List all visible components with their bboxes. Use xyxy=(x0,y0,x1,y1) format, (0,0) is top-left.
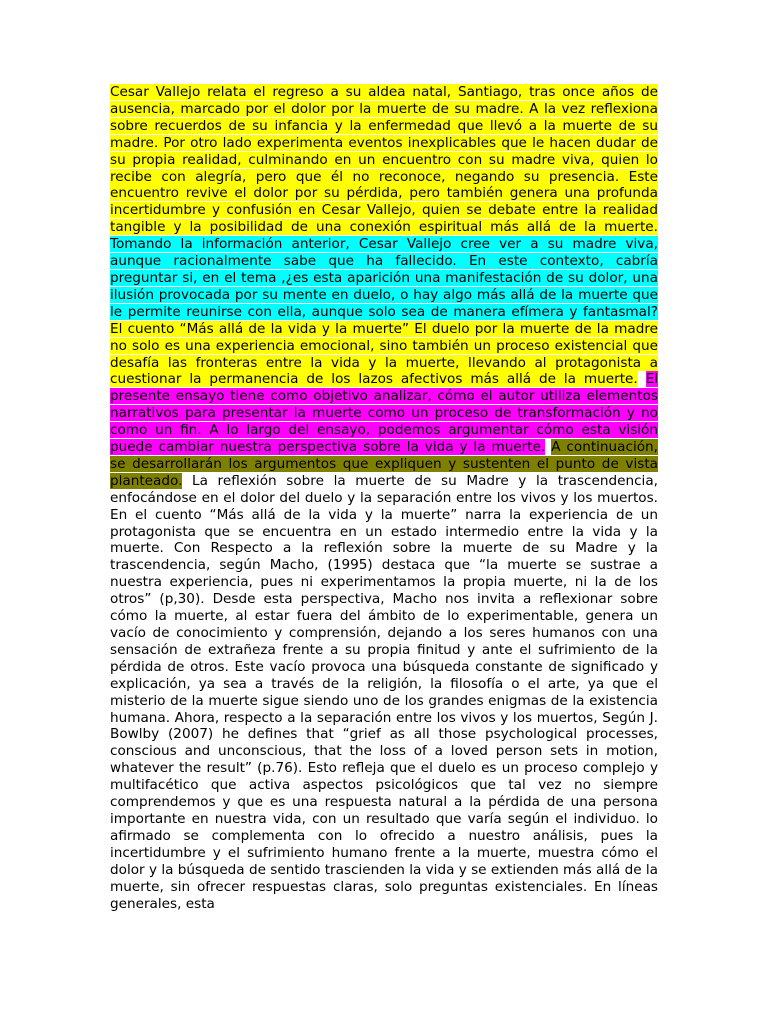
spacer-text xyxy=(638,371,646,387)
summary-highlight: Cesar Vallejo relata el regreso a su aldea natal, Santiago, tras once años de ausencia, marcado por el dolor por la muerte de su madre. A la vez reflexiona sobre recuerdos de su infancia y la enfermedad que llevó a la muerte de su madre. Por otro lado experimenta eventos inexplicables que le hacen dudar de su propia realidad, culminando en un encuentro con su madre viva, quien lo recibe con alegría, pero que él no reconoce, negando su presencia. Este encuentro revive el dolor por su pérdida, pero también genera una profunda incertidumbre y confusión en Cesar Vallejo, quien se debate entre la realidad tangible y la posibilidad de una conexión espiritual más allá de la muerte. xyxy=(110,84,658,236)
objective-highlight: El presente ensayo tiene como objetivo analizar, cómo el autor utiliza elementos narrativos para presentar la muerte como un proceso de transformación y no como un fin. A lo largo del ensayo, podemos argumentar cómo esta visión puede cambiar nuestra perspectiva sobre la vida y la muerte. xyxy=(110,371,658,456)
essay-paragraph xyxy=(110,84,658,912)
thesis-highlight: El cuento “Más allá de la vida y la muerte” El duelo por la muerte de la madre no solo es una experiencia emocional, sino también un proceso existencial que desafía las fronteras entre la vida y la muerte, llevando al protagonista a cuestionar la permanencia de los lazos afectivos más allá de la muerte. xyxy=(110,320,658,388)
body-text: La reflexión sobre la muerte de su Madre y la trascendencia, enfocándose en el dolor del duelo y la separación entre los vivos y los muertos. En el cuento “Más allá de la vida y la muerte” narra la experiencia de un protagonista que se encuentra en un estado intermedio entre la vida y la muerte. Con Respecto a la reflexión sobre la muerte de su Madre y la trascendencia, según Macho, (1995) destaca que “la muerte se sustrae a nuestra experiencia, pues ni experimentamos la propia muerte, ni la de los otros” (p,30). Desde esta perspectiva, Macho nos invita a reflexionar sobre cómo la muerte, al estar fuera del ámbito de lo experimentable, genera un vacío de conocimiento y comprensión, dejando a los seres humanos con una sensación de extrañeza frente a su propia finitud y ante el sufrimiento de la pérdida de otros. Este vacío provoca una búsqueda constante de significado y explicación, ya sea a través de la religión, la filosofía o el arte, ya que el misterio de la muerte sigue siendo uno de los grandes enigmas de la existencia humana. Ahora, respecto a la separación entre los vivos y los muertos, Según J. Bowlby (2007) he defines that “grief as all those psychological processes, conscious and unconscious, that the loss of a loved person sets in motion, whatever the result” (p.76). Esto refleja que el duelo es un proceso complejo y multifacético que activa aspectos psicológicos que tal vez no siempre comprendemos y que es una respuesta natural a la pérdida de una persona importante en nuestra vida, con un resultado que varía según el individuo. lo afirmado se complementa con lo ofrecido a nuestro análisis, pues la incertidumbre y el sufrimiento humano frente a la muerte, muestra cómo el dolor y la búsqueda de sentido trascienden la vida y se extienden más allá de la muerte, sin ofrecer respuestas claras, solo preguntas existenciales. En líneas generales, esta xyxy=(110,472,658,912)
transition-highlight: A continuación, se desarrollarán los argumentos que expliquen y sustenten el punto de vista planteado. xyxy=(110,439,658,489)
question-highlight: Tomando la información anterior, Cesar Vallejo cree ver a su madre viva, aunque racionalmente sabe que ha fallecido. En este contexto, cabría preguntar si, en el tema ,¿es esta aparición una manifestación de su dolor, una ilusión provocada por su mente en duelo, o hay algo más allá de la muerte que le permite reunirse con ella, aunque solo sea de manera efímera y fantasmal? xyxy=(110,236,658,320)
